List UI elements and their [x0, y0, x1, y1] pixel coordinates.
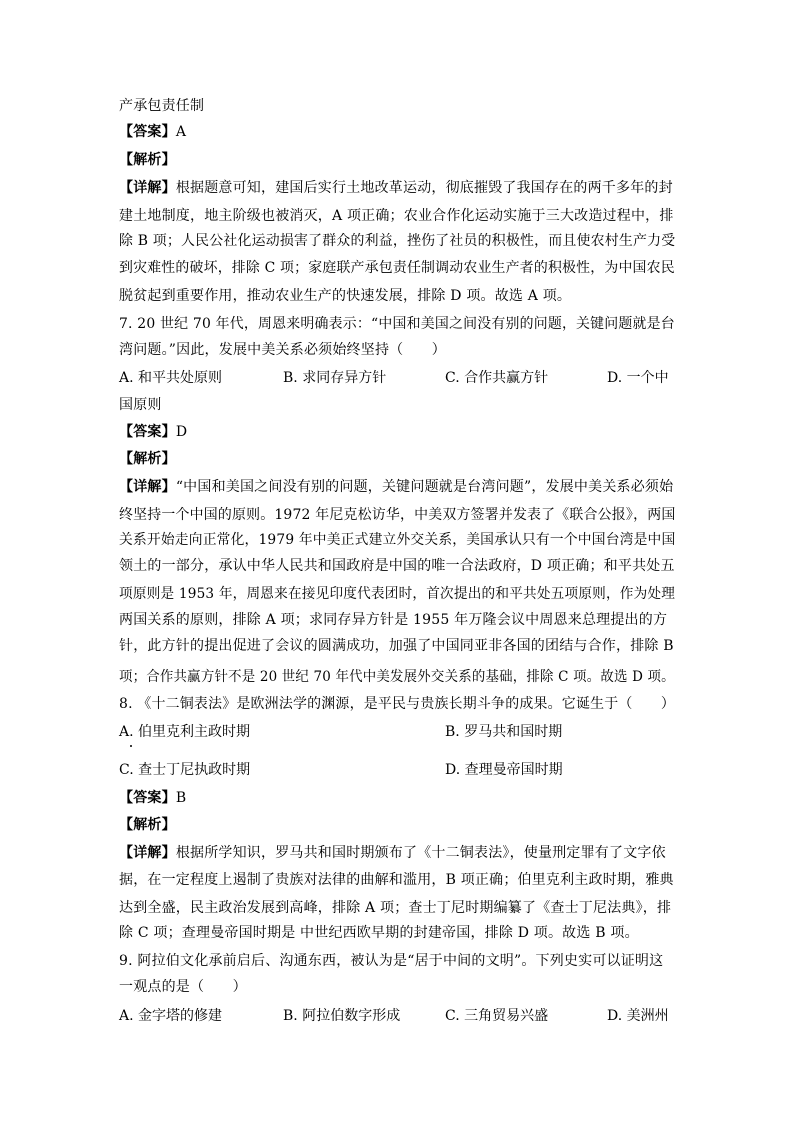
answer-label: 【答案】: [119, 124, 176, 140]
detail-label: 【详解】: [119, 845, 176, 861]
q8-option-b: B. 罗马共和国时期: [445, 724, 563, 740]
continued-option-text: 产承包责任制: [119, 98, 205, 114]
q6-detail-line-5: 脱贫起到重要作用，推动农业生产的快速发展，排除 D 项。故选 A 项。: [119, 288, 572, 304]
q7-detail-line-4: 领土的一部分，承认中华人民共和国政府是中国的唯一合法政府，D 项正确；和平共处五: [119, 558, 675, 574]
q7-detail-line-2: 终坚持一个中国的原则。1972 年尼克松访华，中美双方签署并发表了《联合公报》，两国: [119, 507, 676, 523]
q8-detail-line-3: 达到全盛，民主政治发展到高峰，排除 A 项；查士丁尼时期编纂了《查士丁尼法典》，排: [119, 900, 672, 916]
answer-label: 【答案】: [119, 424, 176, 440]
q7-detail-line-8: 项；合作共赢方针不是 20 世纪 70 年代中美发展外交关系的基础，排除 C 项。故选 D 项。: [119, 669, 675, 685]
q6-detail-line-2: 建土地制度，地主阶级也被消灭，A 项正确；农业合作化运动实施于三大改造过程中，排: [119, 208, 674, 224]
q7-option-c: C. 合作共赢方针: [445, 370, 549, 386]
q7-option-d-wrap: 国原则: [119, 397, 162, 413]
q8-answer: [119, 788, 186, 808]
q7-option-a: A. 和平共处原则: [119, 370, 223, 386]
q6-analysis-label: 【解析】: [119, 152, 176, 168]
q9-stem-line-2: 一观点的是（ ）: [119, 979, 247, 995]
q8-analysis-label: 【解析】: [119, 817, 176, 833]
q9-option-d: D. 美洲州: [607, 1008, 669, 1024]
q8-detail-line-1: 【详解】根据所学知识，罗马共和国时期颁布了《十二铜表法》，使量刑定罪有了文字依: [119, 845, 666, 861]
q7-option-b: B. 求同存异方针: [283, 370, 387, 386]
q7-answer: [119, 422, 187, 442]
q7-detail-line-6: 两国关系的原则，排除 A 项；求同存异方针是 1955 年万隆会议中周恩来总理提出的方: [119, 612, 668, 628]
q8-detail-line-2: 据，在一定程度上遏制了贵族对法律的曲解和滥用，B 项正确；伯里克利主政时期，雅典: [119, 872, 674, 888]
q8-detail-line-4: 除 C 项；查理曼帝国时期是 中世纪西欧早期的封建帝国，排除 D 项。故选 B 项。: [119, 925, 639, 941]
q7-analysis-label: 【解析】: [119, 451, 176, 467]
q7-detail-line-3: 关系开始走向正常化，1979 年中美正式建立外交关系，美国承认只有一个中国台湾是中国: [119, 532, 676, 548]
q8-option-d: D. 查理曼帝国时期: [445, 762, 563, 778]
stray-dot-mark: [130, 745, 132, 747]
q6-detail-line-3: 除 B 项；人民公社化运动损害了群众的利益，挫伤了社员的积极性，而且使农村生产力受: [119, 233, 676, 249]
q7-detail-line-5: 项原则是 1953 年，周恩来在接见印度代表团时，首次提出的和平共处五项原则，作为处理: [119, 586, 676, 602]
q8-option-c: C. 查士丁尼执政时期: [119, 762, 251, 778]
answer-value: D: [175, 424, 188, 440]
q9-option-a: A. 金字塔的修建: [119, 1008, 223, 1024]
q7-detail-line-7: 针，此方针的提出促进了会议的圆满成功，加强了中国同亚非各国的团结与合作，排除 B: [119, 638, 674, 654]
q6-detail-line-1: 【详解】根据题意可知，建国后实行土地改革运动，彻底摧毁了我国存在的两千多年的封: [119, 180, 673, 196]
q9-option-c: C. 三角贸易兴盛: [445, 1008, 549, 1024]
detail-label: 【详解】: [119, 479, 176, 495]
q7-detail-line-1: 【详解】“中国和美国之间没有别的问题，关键问题就是台湾问题”，发展中美关系必须始: [119, 479, 674, 495]
answer-label: 【答案】: [119, 790, 176, 806]
q7-option-d: D. 一个中: [607, 370, 669, 386]
q6-answer: [119, 122, 186, 142]
q7-stem-line-1: 7. 20 世纪 70 年代，周恩来明确表示：“中国和美国之间没有别的问题，关键问题就是台: [119, 316, 675, 332]
q9-option-b: B. 阿拉伯数字形成: [283, 1008, 401, 1024]
answer-value: A: [175, 124, 187, 140]
q8-option-a: A. 伯里克利主政时期: [119, 724, 251, 740]
q9-stem-line-1: 9. 阿拉伯文化承前启后、沟通东西，被认为是“居于中间的文明”。下列史实可以证明这: [119, 953, 664, 969]
q8-stem: 8. 《十二铜表法》是欧洲法学的渊源，是平民与贵族长期斗争的成果。它诞生于（ ）: [119, 696, 676, 712]
detail-label: 【详解】: [119, 180, 176, 196]
q7-stem-line-2: 湾问题。”因此，发展中美关系必须始终坚持（ ）: [119, 342, 446, 358]
q6-detail-line-4: 到灾难性的破坏，排除 C 项；家庭联产承包责任制调动农业生产者的积极性，为中国农民: [119, 260, 675, 276]
answer-value: B: [175, 790, 187, 806]
